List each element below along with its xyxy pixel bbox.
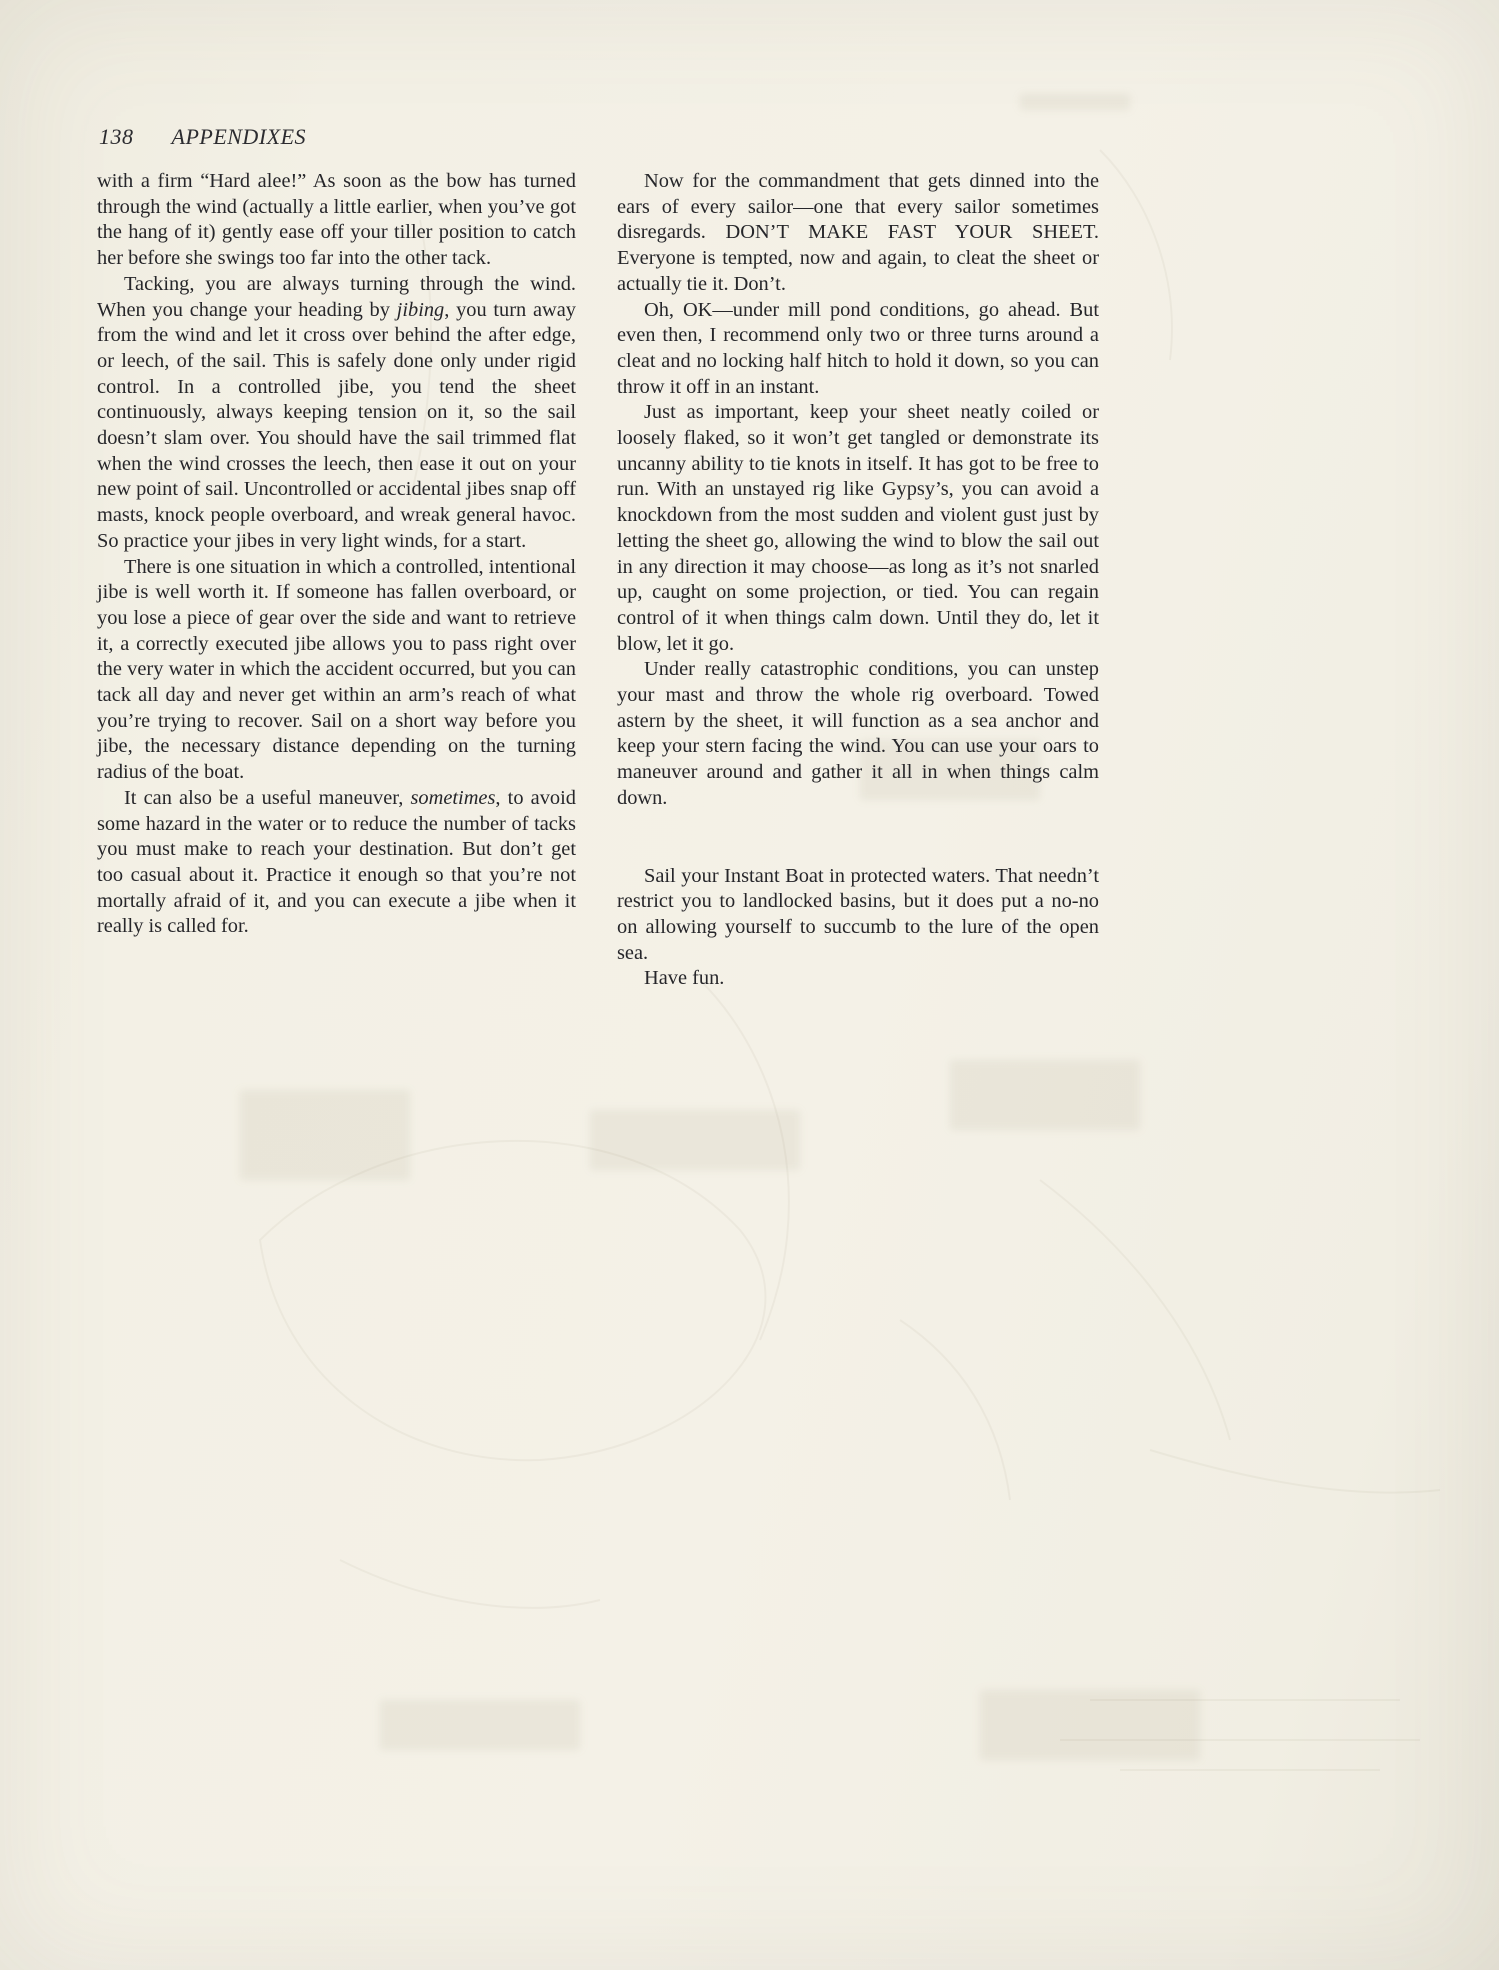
text-run: Tacking, you are always turning through the wind. When you change your heading by	[97, 272, 576, 321]
text-run: Just as important, keep your sheet neatly coiled or loosely flaked, so it won’t get tangled or demonstrate its uncanny ability to tie knots in itself. It has got to be free to run. With an unstayed rig like Gypsy’s, you can avoid a knockdown from the most sudden and violent gust just by letting the sheet go, allowing the wind to blow the sail out in any direction it may choose—as long as it’s not snarled up, caught on some projection, or tied. You can regain control of it when things calm down. Until they do, let it blow, let it go.	[617, 401, 1099, 655]
paragraph	[617, 169, 1099, 298]
paragraph	[617, 966, 1099, 992]
paragraph	[617, 400, 1099, 657]
showthrough-smudge	[950, 1060, 1140, 1130]
showthrough-smudge	[1020, 94, 1130, 110]
italic-text-run: jibing	[396, 298, 445, 321]
text-columns	[97, 169, 1099, 992]
text-run: with a firm “Hard alee!” As soon as the bow has turned through the wind (actually a little earlier, when you’ve got the hang of it) gently ease off your tiller position to catch her before she swings too far into the other tack.	[97, 170, 576, 270]
italic-text-run: sometimes	[410, 786, 496, 809]
text-run: It can also be a useful maneuver,	[124, 786, 411, 809]
paragraph	[97, 786, 576, 940]
section-title: APPENDIXES	[171, 124, 307, 149]
showthrough-smudge	[590, 1110, 800, 1170]
paragraph	[97, 169, 576, 272]
paragraph	[97, 555, 576, 786]
text-run: , to avoid some hazard in the water or to reduce the number of tacks you must make to reach your destination. But don’t get too casual about it. Practice it enough so that you’re not mortally afraid of it, and you can execute a jibe when it really is called for.	[97, 786, 576, 938]
paragraph	[97, 272, 576, 555]
showthrough-smudge	[980, 1690, 1200, 1760]
text-run: There is one situation in which a controlled, intentional jibe is well worth it. If someone has fallen overboard, or you lose a piece of gear over the side and want to retrieve it, a correctly executed jibe allows you to pass right over the very water in which the accident occurred, but you can tack all day and never get within an arm’s reach of what you’re trying to recover. Sail on a short way before you jibe, the necessary distance depending on the turning radius of the boat.	[97, 555, 576, 784]
page-number: 138	[99, 124, 134, 149]
text-run: Now for the commandment that gets dinned into the ears of every sailor—one that every sailor sometimes disregards. DON’T MAKE FAST YOUR SHEET. Everyone is tempted, now and again, to cleat the sheet or actually tie it. Don’t.	[617, 170, 1099, 295]
text-run: Sail your Instant Boat in protected waters. That needn’t restrict you to landlocked basins, but it does put a no-no on allowing yourself to succumb to the lure of the open sea.	[617, 864, 1099, 964]
text-run: Under really catastrophic conditions, you can unstep your mast and throw the whole rig overboard. Towed astern by the sheet, it will function as a sea anchor and keep your stern facing the wind. You can use your oars to maneuver around and gather it all in when things calm down.	[617, 658, 1099, 809]
paragraph	[617, 298, 1099, 401]
showthrough-smudge	[380, 1700, 580, 1750]
running-head	[99, 124, 306, 150]
left-column	[97, 169, 576, 992]
showthrough-smudge	[240, 1090, 410, 1180]
text-run: Have fun.	[644, 967, 725, 990]
text-run: , you turn away from the wind and let it cross over behind the after edge, or leech, of the sail. This is safely done only under rigid control. In a controlled jibe, you tend the sheet continuously, always keeping tension on it, so the sail doesn’t slam over. You should have the sail trimmed flat when the wind crosses the leech, then ease it out on your new point of sail. Uncontrolled or accidental jibes snap off masts, knock people overboard, and wreak general havoc. So practice your jibes in very light winds, for a start.	[97, 298, 576, 552]
right-column	[617, 169, 1099, 992]
text-run: Oh, OK—under mill pond conditions, go ahead. But even then, I recommend only two or three turns around a cleat and no locking half hitch to hold it down, so you can throw it off in an instant.	[617, 298, 1099, 398]
paragraph	[617, 864, 1099, 967]
paragraph	[617, 657, 1099, 811]
